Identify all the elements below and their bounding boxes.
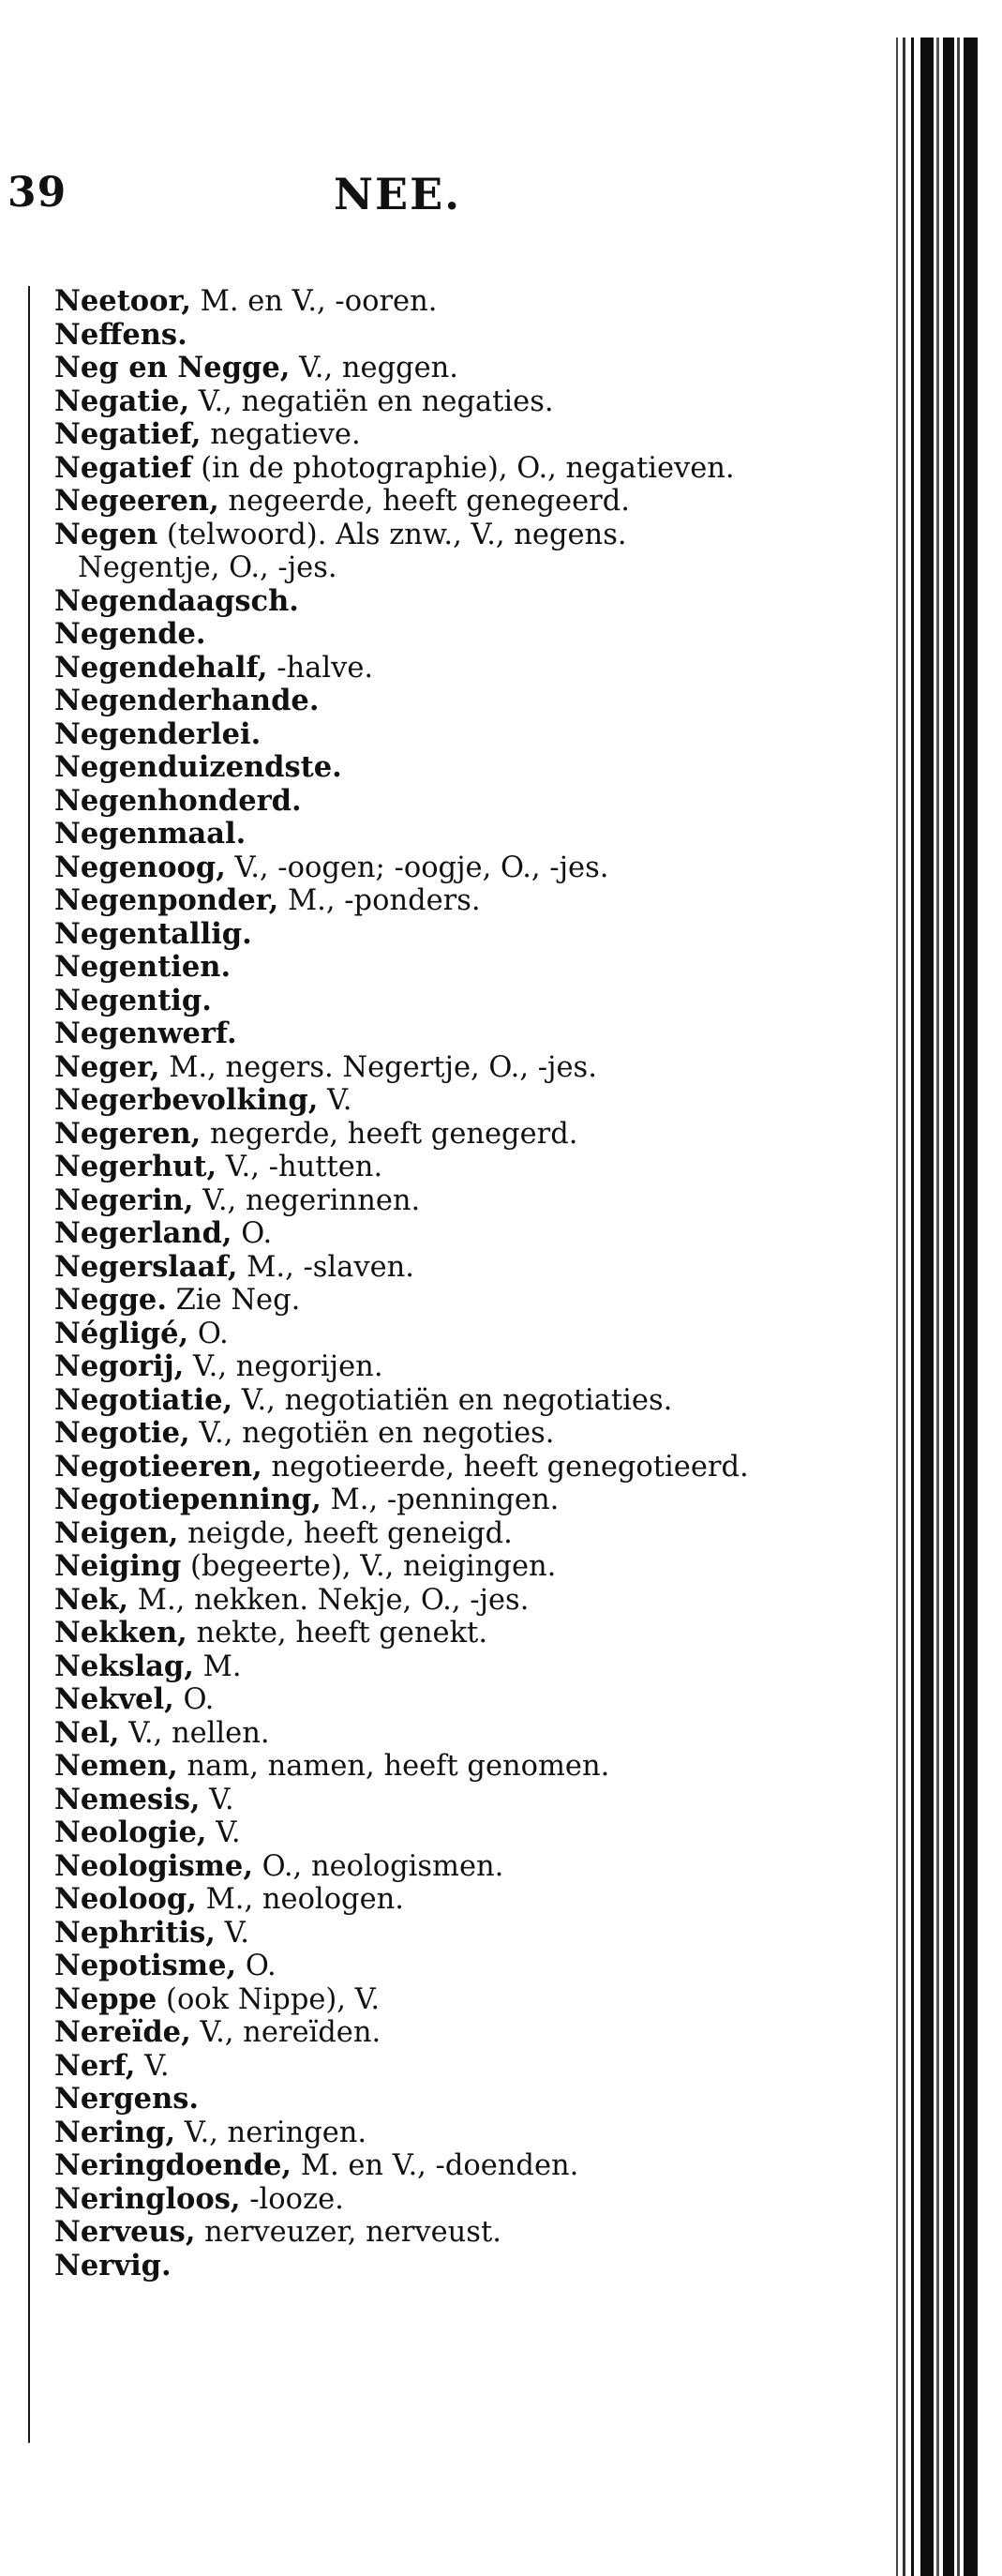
dictionary-entry [54, 319, 767, 353]
entry-headword: Nemesis, [54, 1782, 201, 1816]
entry-headword: Negatie, [54, 384, 190, 418]
entry-headword: Negenderhande. [54, 684, 320, 717]
entry-headword: Negorij, [54, 1349, 185, 1383]
entry-headword: Negerbevolking, [54, 1083, 319, 1117]
dictionary-entry [54, 918, 767, 952]
dictionary-entry [54, 1517, 767, 1551]
dictionary-entry [54, 618, 767, 652]
entry-headword: Negen [54, 517, 158, 551]
entry-headword: Nergens. [54, 2082, 200, 2116]
dictionary-entry [54, 1350, 767, 1384]
dictionary-entry [54, 1883, 767, 1917]
dictionary-entry [54, 884, 767, 918]
entry-headword: Negerslaaf, [54, 1249, 238, 1284]
dictionary-entry [54, 1917, 767, 1951]
entry-definition: V., negorijen. [192, 1350, 383, 1383]
dictionary-entry [54, 2083, 767, 2117]
dictionary-entry [54, 1617, 767, 1650]
entry-headword: Negge. [54, 1283, 167, 1317]
dictionary-entry [54, 2183, 767, 2217]
entry-definition: M., -slaven. [247, 1250, 414, 1284]
dictionary-entry [54, 1084, 767, 1118]
entry-definition: O. [183, 1683, 215, 1716]
dictionary-entry [54, 751, 767, 785]
dictionary-entry [54, 785, 767, 819]
entry-headword: Neologie, [54, 1815, 207, 1849]
entry-definition: M., -ponders. [287, 884, 481, 917]
entry-headword: Negatief [54, 450, 192, 485]
dictionary-entry [54, 452, 767, 486]
entry-definition: V., nellen. [128, 1716, 270, 1750]
dictionary-entry [54, 1983, 767, 2017]
entry-definition: negotieerde, heeft genegotieerd. [271, 1450, 749, 1484]
dictionary-entry [54, 1151, 767, 1184]
dictionary-entry [54, 1251, 767, 1285]
dictionary-entry [54, 2016, 767, 2050]
entry-definition: neigde, heeft geneigd. [187, 1516, 513, 1550]
entry-definition: nam, namen, heeft genomen. [187, 1750, 610, 1783]
entry-headword: Neiging [54, 1549, 182, 1583]
entry-headword: Negerland, [54, 1216, 232, 1250]
dictionary-entry [54, 418, 767, 452]
entry-definition: V. [224, 1916, 249, 1950]
entry-headword: Negotieeren, [54, 1449, 262, 1484]
dictionary-entry [54, 1850, 767, 1884]
entry-headword: Nervig. [54, 2248, 172, 2282]
entry-headword: Nerf, [54, 2048, 136, 2083]
gutter-line [911, 38, 914, 2576]
dictionary-entry [54, 519, 767, 585]
entry-headword: Negotiepenning, [54, 1483, 322, 1516]
dictionary-entry [54, 485, 767, 519]
entry-definition: M. en V., -ooren. [200, 285, 438, 318]
entry-definition: V., -hutten. [225, 1151, 383, 1183]
dictionary-entry [54, 285, 767, 319]
dictionary-entry [54, 352, 767, 385]
gutter-band [943, 38, 954, 2576]
dictionary-entry [54, 2216, 767, 2250]
entry-definition: negatieve. [210, 418, 361, 451]
entry-headword: Nepotisme, [54, 1949, 237, 1982]
entry-definition: -halve. [277, 651, 374, 685]
entry-headword: Négligé, [54, 1316, 189, 1350]
entry-definition: -looze. [249, 2182, 344, 2216]
entry-headword: Nerveus, [54, 2215, 196, 2249]
gutter-line [957, 38, 960, 2576]
entry-definition: (ook Nippe), V. [166, 1982, 381, 2016]
page-number: 39 [7, 169, 67, 217]
entry-definition: V., negotiën en negoties. [199, 1417, 555, 1450]
entry-headword: Negenoog, [54, 850, 226, 884]
entry-definition: O. [197, 1317, 229, 1350]
dictionary-entry [54, 718, 767, 752]
dictionary-entry [54, 1451, 767, 1484]
entry-headword: Nek, [54, 1582, 129, 1617]
entry-headword: Negerhut, [54, 1150, 217, 1183]
dictionary-entry [54, 985, 767, 1018]
gutter-line [903, 38, 905, 2576]
dictionary-entry [54, 1484, 767, 1517]
entry-headword: Negenhonderd. [54, 783, 302, 818]
entry-headword: Negotie, [54, 1416, 190, 1450]
entry-headword: Negeeren, [54, 484, 219, 518]
dictionary-entry [54, 585, 767, 619]
entry-headword: Negendehalf, [54, 650, 268, 685]
entry-headword: Nel, [54, 1715, 120, 1750]
entry-definition: O. [241, 1217, 273, 1250]
dictionary-entry [54, 2149, 767, 2183]
entry-headword: Neigen, [54, 1515, 179, 1550]
entry-definition: V., neggen. [299, 352, 459, 384]
dictionary-entry [54, 1550, 767, 1584]
entry-headword: Neologisme, [54, 1848, 253, 1883]
entry-headword: Nering, [54, 2115, 176, 2149]
dictionary-entry [54, 818, 767, 851]
entry-headword: Nekvel, [54, 1682, 174, 1716]
gutter-band [964, 38, 978, 2576]
dictionary-entry [54, 685, 767, 718]
entry-definition: V., nereïden. [200, 2016, 381, 2049]
dictionary-entry [54, 1683, 767, 1717]
entry-definition: M., neologen. [205, 1883, 404, 1916]
entry-headword: Negenduizendste. [54, 750, 342, 784]
gutter-line [896, 38, 898, 2576]
entry-definition: V. [209, 1783, 234, 1816]
entry-definition: negeerde, heeft genegeerd. [228, 485, 630, 518]
entry-definition: (in de photographie), O., negatieven. [201, 451, 735, 485]
entry-definition: (begeerte), V., neigingen. [190, 1550, 557, 1583]
dictionary-entry [54, 1017, 767, 1051]
entry-definition: V., negatiën en negaties. [198, 384, 554, 418]
entry-definition: M., negers. Negertje, O., -jes. [169, 1050, 597, 1084]
gutter-line [936, 38, 939, 2576]
dictionary-entry [54, 1650, 767, 1684]
entry-headword: Negendaagsch. [54, 583, 299, 618]
entry-headword: Neffens. [54, 317, 187, 352]
entry-definition: V. [144, 2049, 170, 2083]
entry-definition: M., -penningen. [330, 1484, 560, 1516]
entry-headword: Negenwerf. [54, 1017, 237, 1050]
running-head: NEE. [334, 169, 462, 219]
entry-headword: Nekslag, [54, 1649, 194, 1683]
dictionary-entry [54, 951, 767, 985]
entry-definition: nerveuzer, nerveust. [204, 2216, 501, 2249]
dictionary-entry [54, 1717, 767, 1751]
entry-headword: Neringloos, [54, 2181, 241, 2216]
entry-definition: M. en V., -doenden. [300, 2149, 579, 2182]
margin-rule [28, 286, 30, 2443]
entry-definition: negerde, heeft genegerd. [210, 1117, 578, 1151]
entry-headword: Negerin, [54, 1183, 194, 1217]
dictionary-entry [54, 652, 767, 685]
dictionary-entry [54, 1284, 767, 1318]
entry-headword: Negentien. [54, 950, 232, 984]
entry-headword: Nekken, [54, 1616, 187, 1650]
dictionary-entry [54, 1384, 767, 1418]
entry-definition: V. [216, 1816, 241, 1849]
dictionary-entry [54, 851, 767, 885]
entry-headword: Nephritis, [54, 1915, 216, 1950]
dictionary-entry [54, 1184, 767, 1218]
entry-headword: Neetoor, [54, 284, 191, 318]
entry-headword: Nereïde, [54, 2015, 191, 2049]
entry-headword: Negatief, [54, 417, 202, 451]
dictionary-entry [54, 385, 767, 419]
entry-headword: Neg en Negge, [54, 351, 291, 384]
entry-definition: Zie Neg. [175, 1284, 301, 1317]
dictionary-entry [54, 1118, 767, 1152]
dictionary-entry [54, 1950, 767, 1983]
entry-headword: Nemen, [54, 1749, 178, 1783]
dictionary-entry [54, 2250, 767, 2283]
entry-headword: Neringdoende, [54, 2148, 292, 2182]
entry-headword: Neger, [54, 1049, 160, 1084]
dictionary-entry [54, 2050, 767, 2084]
dictionary-entry [54, 1217, 767, 1251]
dictionary-entry [54, 1816, 767, 1850]
dictionary-entry [54, 1318, 767, 1351]
entry-definition: O. [245, 1950, 277, 1982]
entry-headword: Negende. [54, 617, 206, 651]
entry-headword: Negentig. [54, 983, 212, 1017]
entry-headword: Negenmaal. [54, 817, 247, 851]
entry-definition: V., -oogen; -oogje, O., -jes. [234, 851, 609, 884]
entry-headword: Negeren, [54, 1116, 202, 1151]
entry-definition: O., neologismen. [262, 1849, 504, 1883]
entry-definition: M., nekken. Nekje, O., -jes. [137, 1583, 530, 1617]
entry-headword: Negenderlei. [54, 716, 262, 751]
entry-definition: (telwoord). Als znw., V., negens. Negentje, O., -jes. [78, 518, 627, 584]
dictionary-entry [54, 1051, 767, 1085]
entry-definition: nekte, heeft genekt. [196, 1617, 488, 1650]
entry-headword: Negenponder, [54, 883, 279, 917]
dictionary-entry [54, 2117, 767, 2150]
entry-headword: Negentallig. [54, 916, 252, 951]
dictionary-entry [54, 1584, 767, 1618]
entry-definition: M. [202, 1650, 242, 1683]
entry-definition: V., neringen. [184, 2116, 367, 2149]
dictionary-entry [54, 1750, 767, 1784]
entry-definition: V., negerinnen. [202, 1183, 421, 1217]
gutter-band [920, 38, 934, 2576]
entry-headword: Neppe [54, 1981, 157, 2016]
entry-definition: V., negotiatiën en negotiaties. [241, 1383, 673, 1417]
dictionary-entry [54, 1417, 767, 1451]
dictionary-entry [54, 1784, 767, 1817]
dictionary-entries [54, 285, 767, 2282]
entry-headword: Neoloog, [54, 1882, 197, 1916]
entry-headword: Negotiatie, [54, 1382, 233, 1417]
entry-definition: V. [327, 1084, 352, 1117]
